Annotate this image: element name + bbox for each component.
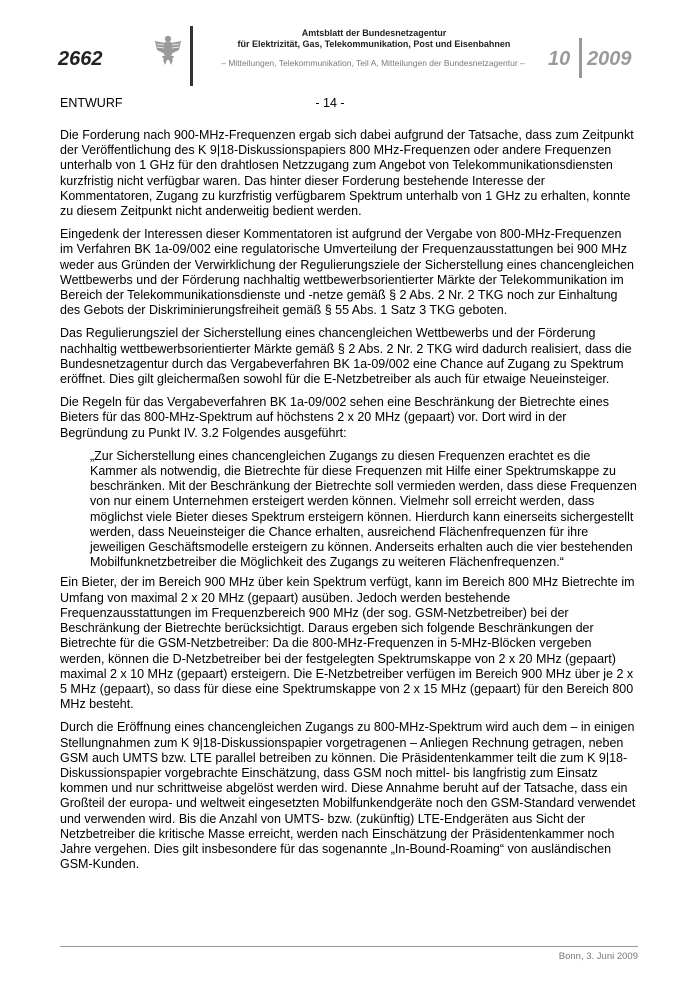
- paragraph: Ein Bieter, der im Bereich 900 MHz über kein Spektrum verfügt, kann im Bereich 800 MHz Bietrechte im Umfang von maximal 2 x 20 MHz (gepaart) ausüben. Jedoch werden bestehende Frequenzausstattungen im Frequenzbereich 900 MHz (der sog. GSM-Netzbetreiber) bei der Beschränkung der Bietrechte berücksichtigt. Daraus ergeben sich folgende Beschränkungen der Bietrechte für die GSM-Netzbetreiber: Da die 800-MHz-Frequenzen in 5-MHz-Blöcken vergeben werden, können die D-Netzbetreiber bei der festgelegten Spektrumskappe von 2 x 20 MHz (gepaart) maximal 2 x 10 MHz (gepaart) ersteigern. Die E-Netzbetreiber verfügen im Bereich 900 MHz über je 2 x 5 MHz (gepaart), so dass für diese eine Spektrumskappe von 2 x 15 MHz (gepaart) für den Bereich 800 MHz besteht.: [60, 575, 635, 712]
- header-subtitle: – Mitteilungen, Telekommunikation, Teil A, Mitteilungen der Bundesnetzagentur –: [221, 58, 525, 68]
- paragraph: Die Forderung nach 900-MHz-Frequenzen ergab sich dabei aufgrund der Tatsache, dass zum Zeitpunkt der Veröffentlichung des K 9|18-Diskussionspapiers 800 MHz-Frequenzen oder andere Frequenzen unterhalb von 1 GHz für den drahtlosen Netzzugang zum Angebot von Telekommunikationsdiensten kurzfristig nicht verfügbar waren. Das hinter dieser Forderung bestehende Interesse der Kommentatoren, Zugang zu kurzfristig verfügbarem Spektrum unterhalb von 1 GHz zu erhalten, konnte zu diesem Zeitpunkt nicht anderweitig bedient werden.: [60, 128, 634, 219]
- page-number: 2662: [58, 48, 103, 70]
- footer-date: Bonn, 3. Juni 2009: [558, 951, 638, 962]
- federal-eagle-icon: [151, 32, 185, 66]
- issue-divider: [579, 38, 582, 78]
- issue-number: 10: [548, 48, 571, 70]
- header-divider: [190, 26, 193, 86]
- document-body: [60, 128, 638, 880]
- footer-divider: [60, 946, 638, 947]
- paragraph: Eingedenk der Interessen dieser Kommentatoren ist aufgrund der Vergabe von 800-MHz-Frequenzen im Verfahren BK 1a-09/002 eine regulatorische Umverteilung der Frequenzausstattungen bei 900 MHz weder aus Gründen der Verwirklichung der Regulierungsziele der Sicherstellung eines chancengleichen Wettbewerbs und der Förderung nachhaltig wettbewerbsorientierter Märkte der Telekommunikation im Bereich der Telekommunikationsdienste und -netze gemäß § 2 Abs. 2 Nr. 2 TKG noch zur Einhaltung des Gebots der Diskriminierungsfreiheit gemäß § 55 Abs. 1 Satz 3 TKG geboten.: [60, 227, 634, 318]
- inner-page-number: - 14 -: [315, 96, 345, 110]
- header-title-line2: für Elektrizität, Gas, Telekommunikation, Post und Eisenbahnen: [237, 39, 511, 49]
- header-title-line1: Amtsblatt der Bundesnetzagentur: [301, 28, 447, 38]
- block-quote: „Zur Sicherstellung eines chancengleichen Zugangs zu diesen Frequenzen erachtet es die Kammer als notwendig, die Bietrechte für diese Frequenzen mit Hilfe einer Spektrumskappe zu beschränken. Mit der Beschränkung der Bietrechte soll vermieden werden, dass diese Frequenzen von nur einem Unternehmen ersteigert werden können. Vielmehr soll erreicht werden, dass möglichst viele Bieter dieses Spektrum ersteigern können. Hierdurch kann einerseits sichergestellt werden, dass Neueinsteiger die Chance erhalten, ausreichend Flächenfrequenzen für ihre jeweiligen Geschäftsmodelle ersteigern zu können. Anderseits erhalten auch die vier bestehenden Mobilfunknetzbetreiber die Möglichkeit des Zugangs zu weiteren Flächenfrequenzen.“: [90, 448, 637, 570]
- draft-label: ENTWURF: [60, 96, 123, 110]
- paragraph: Die Regeln für das Vergabeverfahren BK 1a-09/002 sehen eine Beschränkung der Bietrechte eines Bieters für das 800-MHz-Spektrum auf höchstens 2 x 20 MHz (gepaart) vor. Dort wird in der Begründung zu Punkt IV. 3.2 Folgendes ausgeführt:: [60, 395, 609, 440]
- paragraph: Durch die Eröffnung eines chancengleichen Zugangs zu 800-MHz-Spektrum wird auch dem – in einigen Stellungnahmen zum K 9|18-Diskussionspapier vorgetragenen – Anliegen Rechnung getragen, neben GSM auch UMTS bzw. LTE parallel betreiben zu können. Die Präsidentenkammer teilt die zum K 9|18-Diskussionspapier vorgebrachte Einschätzung, dass GSM noch mittel- bis langfristig zum Einsatz kommen und nur schrittweise abgelöst werden wird. Diese Annahme beruht auf der Tatsache, dass ein Großteil der europa- und weltweit eingesetzten Mobilfunkendgeräte noch den GSM-Standard verwendet und verwenden wird. Bis die Anzahl von UMTS- bzw. (zukünftig) LTE-Endgeräten aus Sicht der Netzbetreiber die kritische Masse erreicht, werden nach Einschätzung der Präsidentenkammer noch Jahre vergehen. Dies gilt insbesondere für das sogenannte „In-Bound-Roaming“ von ausländischen GSM-Kunden.: [60, 720, 636, 872]
- issue-year: 2009: [587, 48, 632, 70]
- header-title: [200, 28, 548, 50]
- paragraph: Das Regulierungsziel der Sicherstellung eines chancengleichen Wettbewerbs und der Förderung nachhaltig wettbewerbsorientierter Märkte gemäß § 2 Abs. 2 Nr. 2 TKG wird dadurch realisiert, dass die Bundesnetzagentur durch das Vergabeverfahren BK 1a-09/002 eine Chance auf Zugang zu Spektrum eröffnet. Dies gilt gleichermaßen sowohl für die E-Netzbetreiber als auch für etwaige Neueinsteiger.: [60, 326, 632, 387]
